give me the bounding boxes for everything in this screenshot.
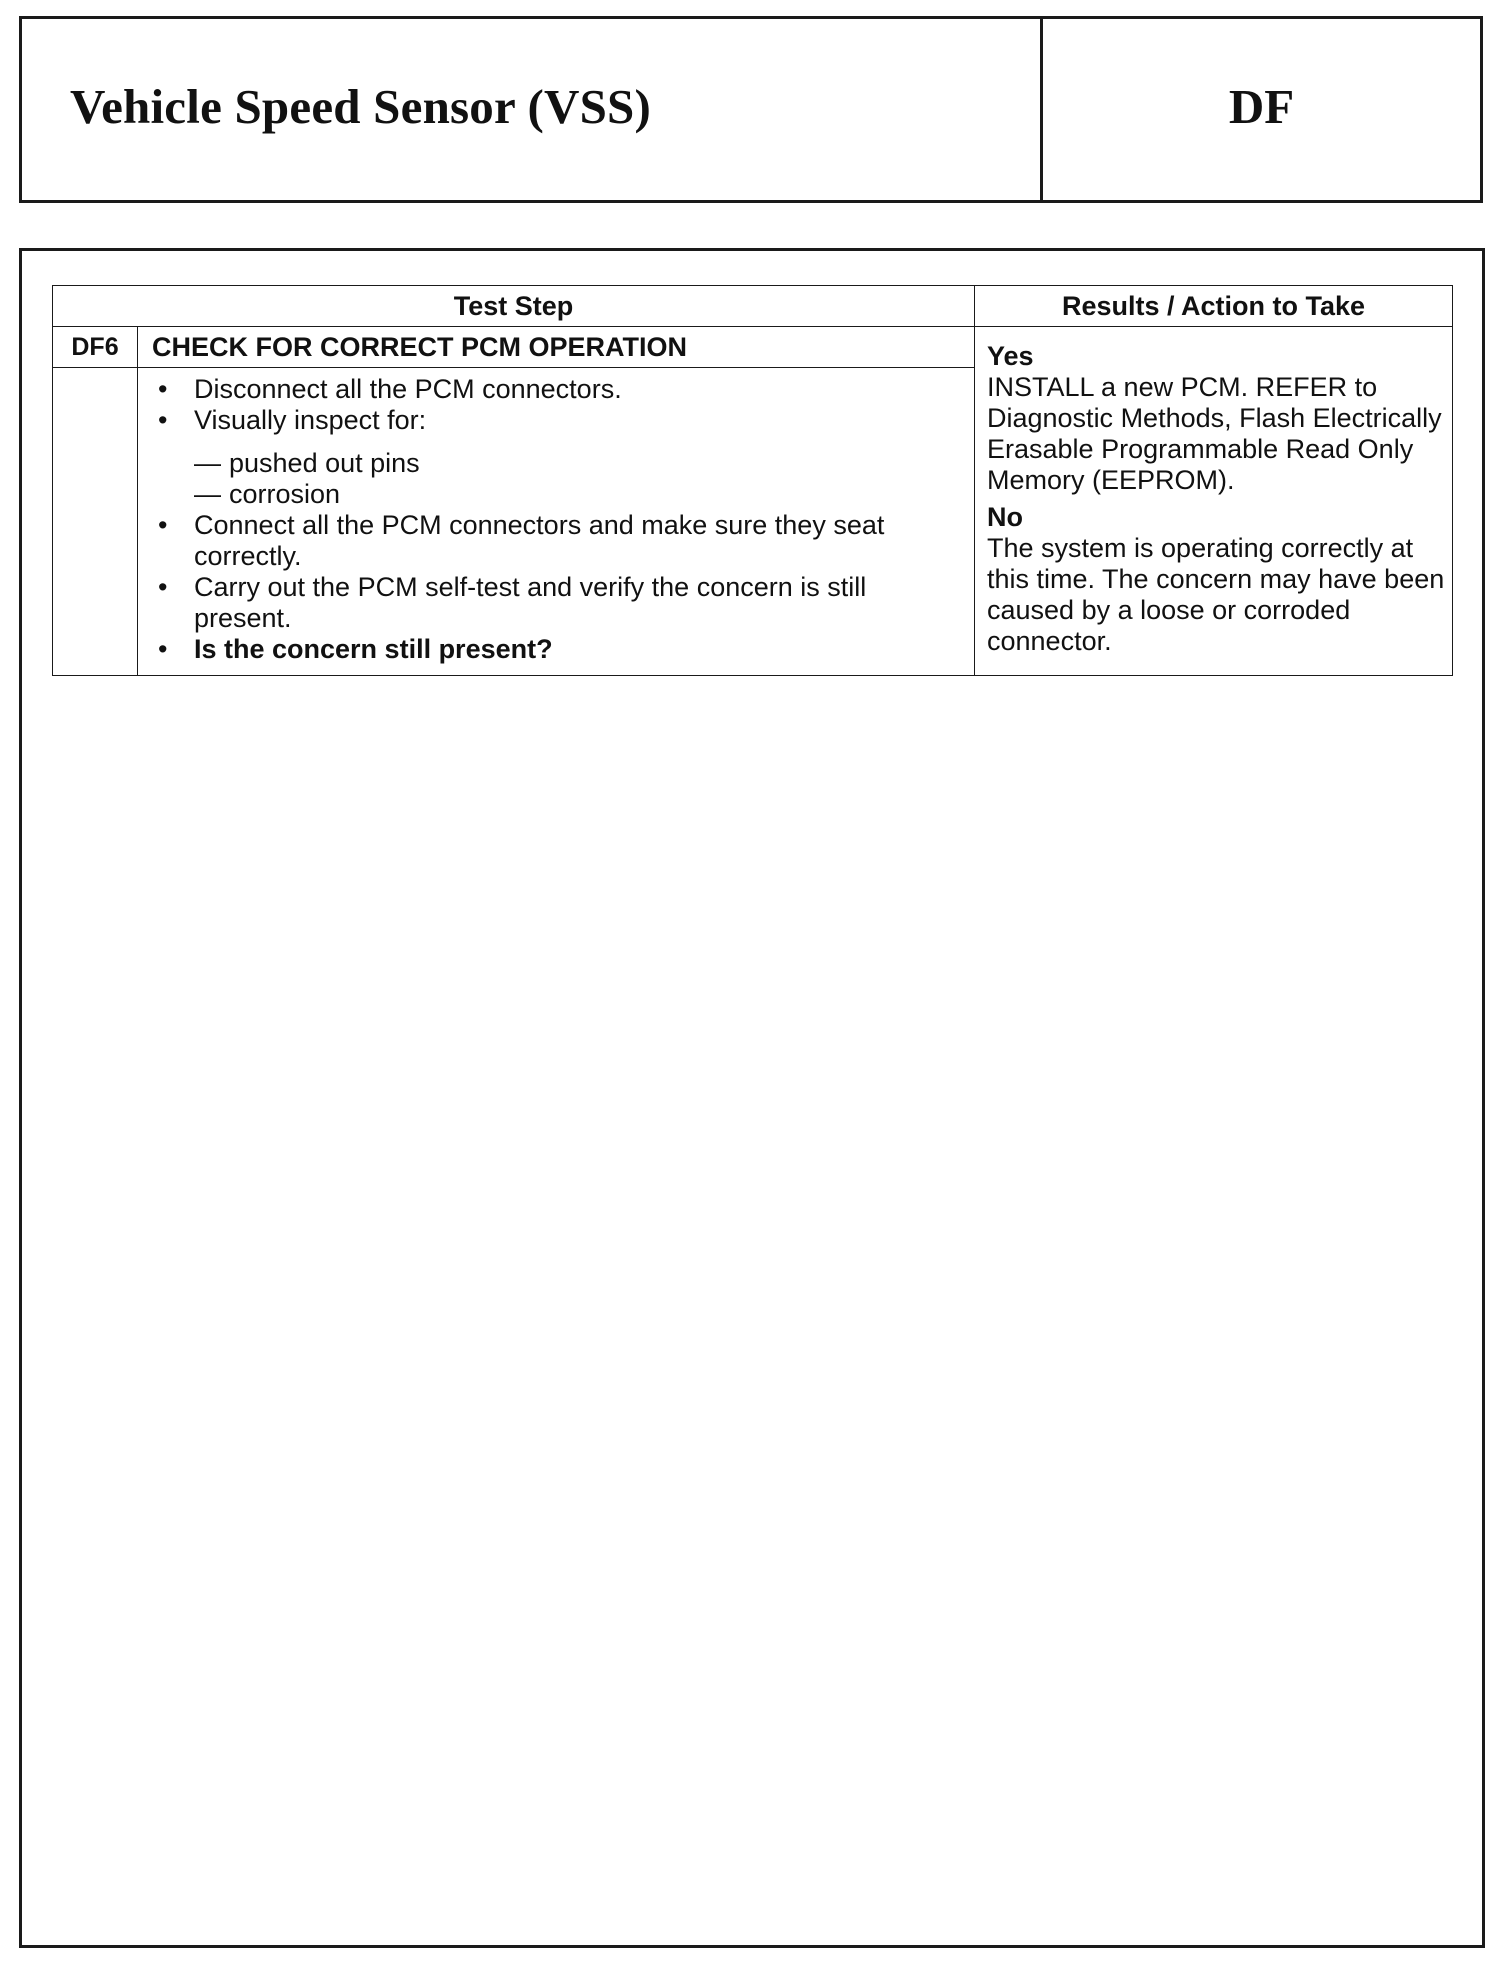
page-title: Vehicle Speed Sensor (VSS) <box>70 79 652 134</box>
step-id: DF6 <box>53 327 138 368</box>
step-text: Disconnect all the PCM connectors. <box>194 374 622 404</box>
section-code: DF <box>1228 79 1295 134</box>
step-question: Is the concern still present? <box>194 634 553 664</box>
bullet-icon: • <box>158 572 168 602</box>
header-code-cell <box>1043 19 1480 200</box>
sub-list-item <box>194 479 960 510</box>
step-heading-row <box>53 327 1453 368</box>
header-title-cell <box>22 19 1043 200</box>
result-yes-text: INSTALL a new PCM. REFER to Diagnostic Methods, Flash Electrically Erasable Programmable Read Only Memory (EEPROM). <box>987 372 1442 495</box>
step-text: Carry out the PCM self-test and verify the concern is still present. <box>194 572 867 633</box>
steps-cell <box>138 368 975 676</box>
steps-list <box>138 374 960 665</box>
step-id-spacer <box>53 368 138 676</box>
table-header-row <box>53 286 1453 327</box>
list-item <box>138 374 960 405</box>
list-item <box>138 510 960 572</box>
bullet-icon: • <box>158 510 168 540</box>
test-step-table <box>52 285 1453 676</box>
header-test-step: Test Step <box>53 286 975 327</box>
step-text: Connect all the PCM connectors and make sure they seat correctly. <box>194 510 885 571</box>
header-results: Results / Action to Take <box>975 286 1453 327</box>
result-yes-label: Yes <box>987 341 1034 371</box>
sub-step-text: pushed out pins <box>229 448 420 478</box>
sub-step-text: corrosion <box>229 479 341 509</box>
sub-list-item <box>194 448 960 479</box>
result-no-text: The system is operating correctly at this time. The concern may have been caused by a loose or corroded connector. <box>987 533 1445 656</box>
bullet-icon: • <box>158 405 168 435</box>
step-heading: CHECK FOR CORRECT PCM OPERATION <box>138 327 975 368</box>
results-cell <box>975 327 1453 676</box>
dash-icon: — <box>194 448 221 478</box>
result-no-label: No <box>987 502 1023 532</box>
list-item <box>138 572 960 634</box>
page-header <box>19 16 1483 203</box>
step-text: Visually inspect for: <box>194 405 427 435</box>
bullet-icon: • <box>158 634 168 664</box>
list-item <box>138 405 960 510</box>
bullet-icon: • <box>158 374 168 404</box>
dash-icon: — <box>194 479 221 509</box>
list-item <box>138 634 960 665</box>
sub-list <box>194 448 960 510</box>
